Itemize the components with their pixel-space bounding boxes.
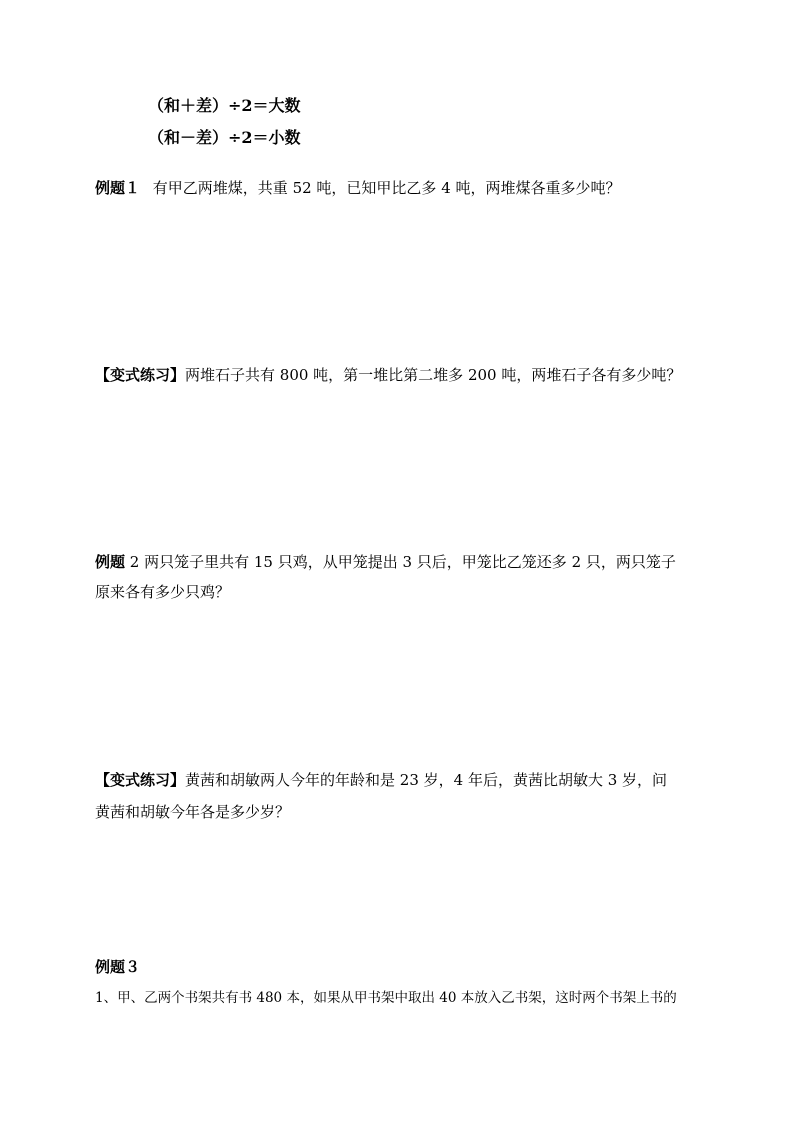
example-2-line-2: 原来各有多少只鸡？	[95, 583, 231, 601]
example-3-line-1: 1、甲、乙两个书架共有书 480 本，如果从甲书架中取出 40 本放入乙书架，这时两个书架上书的	[95, 990, 677, 1006]
variant-practice-1	[95, 368, 681, 383]
variant-practice-2-line-2: 黄茜和胡敏今年各是多少岁？	[95, 803, 291, 821]
variant-practice-1-label: 【变式练习】	[95, 366, 186, 384]
example-2-line-1	[95, 555, 676, 570]
variant-practice-2-label: 【变式练习】	[95, 771, 186, 789]
formula-sum-plus-diff: （和＋差）÷2＝大数	[148, 96, 301, 115]
example-2-text: 2 两只笼子里共有 15 只鸡，从甲笼提出 3 只后，甲笼比乙笼还多 2 只，两只笼子	[125, 553, 676, 571]
formula-sum-minus-diff: （和－差）÷2＝小数	[148, 128, 301, 147]
example-3-label: 例题３	[95, 958, 141, 976]
example-1-label: 例题１	[95, 179, 141, 197]
example-2-label: 例题	[95, 553, 126, 571]
variant-practice-2-line-1	[95, 773, 667, 788]
example-1-text: 有甲乙两堆煤，共重 52 吨，已知甲比乙多 4 吨，两堆煤各重多少吨？	[152, 179, 621, 197]
example-1	[95, 181, 621, 196]
variant-practice-1-text: 两堆石子共有 800 吨，第一堆比第二堆多 200 吨，两堆石子各有多少吨？	[185, 366, 682, 384]
variant-practice-2-text: 黄茜和胡敏两人今年的年龄和是 23 岁，4 年后，黄茜比胡敏大 3 岁，问	[185, 771, 668, 789]
